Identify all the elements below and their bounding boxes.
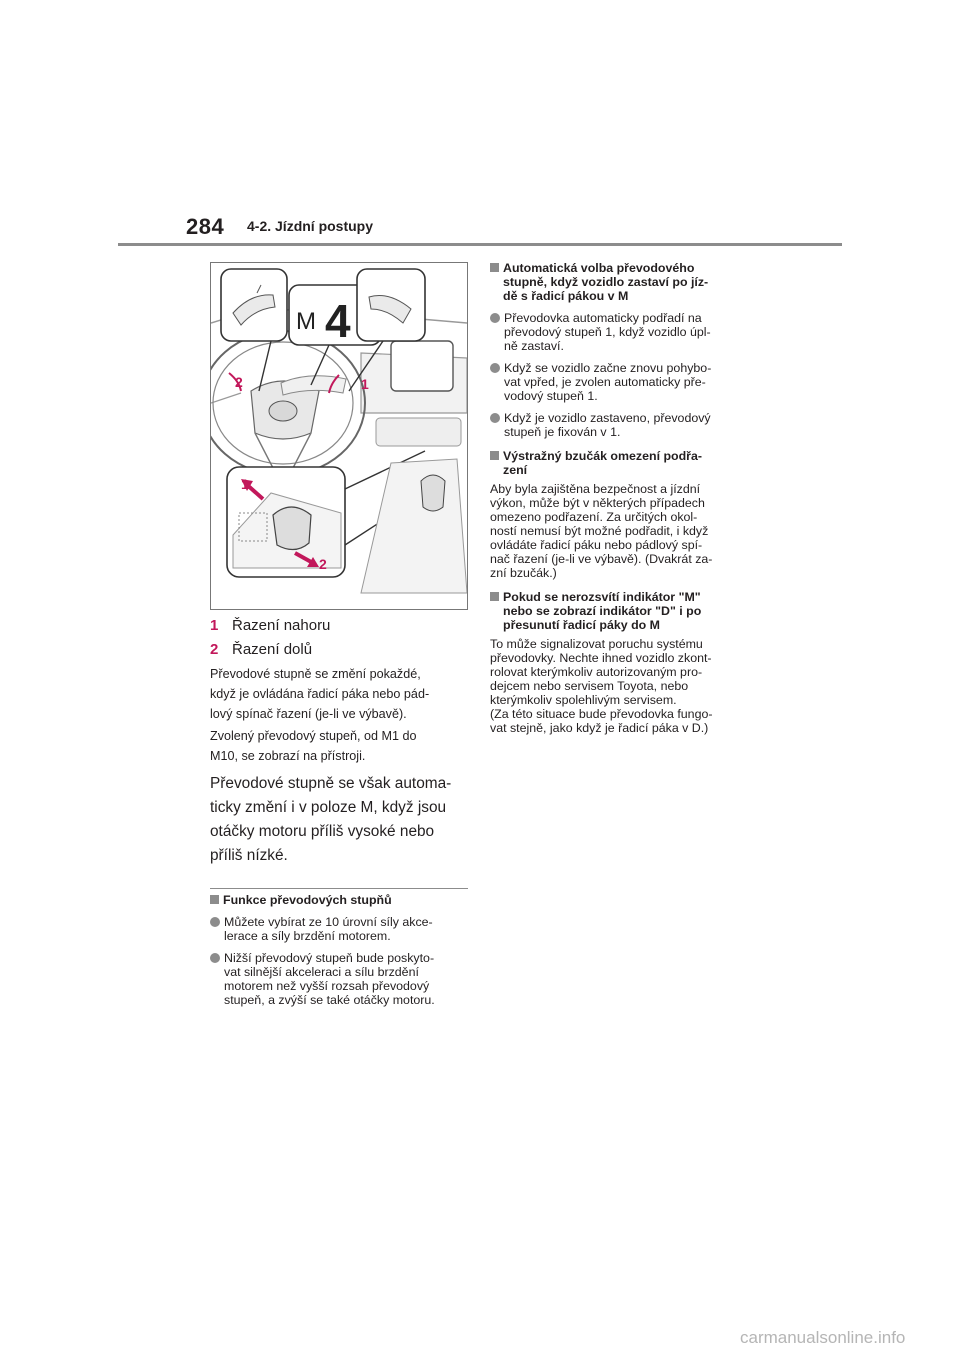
text-line: vodový stupeň 1.: [504, 389, 598, 403]
round-bullet-icon: [210, 953, 220, 963]
text-line: lerace a síly brzdění motorem.: [224, 929, 391, 943]
text-line: převodový stupeň 1, když vozidlo úpl-: [504, 325, 711, 339]
text-line: převodovky. Nechte ihned vozidlo zkont-: [490, 651, 712, 665]
page-header: [0, 0, 960, 250]
text-line: Zvolený převodový stupeň, od M1 do: [210, 729, 417, 743]
text-line: To může signalizovat poruchu systému: [490, 637, 703, 651]
text-line: příliš nízké.: [210, 847, 288, 864]
text-line: rolovat kterýmkoliv autorizovaným pro-: [490, 665, 703, 679]
paragraph-gear-change: [210, 664, 468, 724]
shift-illustration: [210, 262, 468, 610]
square-bullet-icon: [490, 451, 499, 460]
text-line: motorem než vyšší rozsah převodový: [224, 979, 430, 993]
header-rule: [118, 243, 842, 246]
text-line: dě s řadicí pákou v M: [503, 289, 629, 303]
bullet-item: [210, 951, 468, 1007]
page-number: 284: [186, 214, 225, 239]
callout-number: 1: [210, 616, 219, 634]
callout-1-paddle: 1: [361, 376, 369, 392]
paragraph-indicator: [490, 637, 752, 735]
text-line: ticky změní i v poloze M, když jsou: [210, 799, 447, 816]
subsection-heading-auto-select: [490, 261, 752, 303]
section-divider: [210, 888, 468, 889]
text-line: stupeň je fixován v 1.: [504, 425, 621, 439]
callout-1-shifter: 1: [241, 476, 249, 492]
text-line: Když je vozidlo zastaveno, převodový: [504, 411, 711, 425]
callout-text: Řazení nahoru: [232, 616, 331, 634]
round-bullet-icon: [490, 413, 500, 423]
text-line: zní bzučák.): [490, 566, 557, 580]
text-line: Převodovka automaticky podřadí na: [504, 311, 702, 325]
text-line: nač řazení (je-li ve výbavě). (Dvakrát za-: [490, 552, 713, 566]
right-column: [490, 257, 752, 735]
bullet-item: [490, 411, 752, 439]
text-line: vat silnější akceleraci a sílu brzdění: [224, 965, 419, 979]
callout-number: 2: [210, 640, 219, 658]
square-bullet-icon: [490, 592, 499, 601]
text-line: vat stejně, jako když je řadicí páka v D.): [490, 721, 709, 735]
shift-illustration-svg: [211, 263, 467, 609]
bullet-item: [490, 361, 752, 403]
text-line: nebo se zobrazí indikátor "D" i po: [503, 604, 702, 618]
square-bullet-icon: [210, 895, 219, 904]
text-line: ovládáte řadicí páku nebo pádlový spí-: [490, 538, 703, 552]
left-column: [210, 262, 468, 1007]
paragraph-buzzer: [490, 482, 752, 580]
callout-text: Řazení dolů: [232, 640, 313, 658]
text-line: když je ovládána řadicí páka nebo pád-: [210, 687, 430, 701]
text-line: Můžete vybírat ze 10 úrovní síly akce-: [224, 915, 433, 929]
callout-downshift: [210, 640, 468, 658]
section-title: 4-2. Jízdní postupy: [247, 218, 374, 234]
bullet-item: [210, 915, 468, 943]
round-bullet-icon: [490, 363, 500, 373]
watermark: carmanualsonline.info: [740, 1328, 906, 1347]
text-line: vat vpřed, je zvolen automaticky pře-: [504, 375, 706, 389]
text-line: zení: [503, 463, 528, 477]
text-line: přesunutí řadicí páky do M: [503, 618, 660, 632]
text-line: dejcem nebo servisem Toyota, nebo: [490, 679, 689, 693]
text-line: kterýmkoliv spolehlivým servisem.: [490, 693, 677, 707]
subsection-title: Funkce převodových stupňů: [223, 893, 392, 907]
text-line: M10, se zobrazí na přístroji.: [210, 749, 366, 763]
text-line: ně zastaví.: [504, 339, 564, 353]
round-bullet-icon: [210, 917, 220, 927]
text-line: Pokud se nerozsvítí indikátor "M": [503, 590, 701, 604]
text-line: Převodové stupně se změní pokaždé,: [210, 667, 421, 681]
paragraph-gear-display: [210, 726, 468, 766]
paragraph-auto-change: [210, 772, 468, 868]
text-line: otáčky motoru příliš vysoké nebo: [210, 823, 435, 840]
callout-2-paddle: 2: [235, 374, 243, 390]
text-line: Převodové stupně se však automa-: [210, 775, 452, 792]
text-line: lový spínač řazení (je-li ve výbavě).: [210, 707, 407, 721]
text-line: Aby byla zajištěna bezpečnost a jízdní: [490, 482, 701, 496]
text-line: stupně, když vozidlo zastaví po jíz-: [503, 275, 709, 289]
subsection-heading-gear-functions: [210, 893, 468, 907]
round-bullet-icon: [490, 313, 500, 323]
gear-display-4: 4: [325, 295, 351, 347]
square-bullet-icon: [490, 263, 499, 272]
text-line: Výstražný bzučák omezení podřa-: [503, 449, 702, 463]
text-line: Když se vozidlo začne znovu pohybo-: [504, 361, 712, 375]
text-line: Automatická volba převodového: [503, 261, 695, 275]
callout-2-shifter: 2: [319, 556, 327, 572]
text-line: (Za této situace bude převodovka fungo-: [490, 707, 713, 721]
text-line: stupeň, a zvýší se také otáčky motoru.: [224, 993, 435, 1007]
subsection-heading-buzzer: [490, 449, 752, 477]
gear-display-m: M: [296, 308, 316, 335]
text-line: omezeno podřazení. Za určitých okol-: [490, 510, 698, 524]
subsection-heading-indicator: [490, 590, 752, 632]
bullet-item: [490, 311, 752, 353]
text-line: výkon, může být v některých případech: [490, 496, 705, 510]
callout-upshift: [210, 616, 468, 634]
text-line: ností nemusí být možné podřadit, i když: [490, 524, 709, 538]
text-line: Nižší převodový stupeň bude poskyto-: [224, 951, 435, 965]
